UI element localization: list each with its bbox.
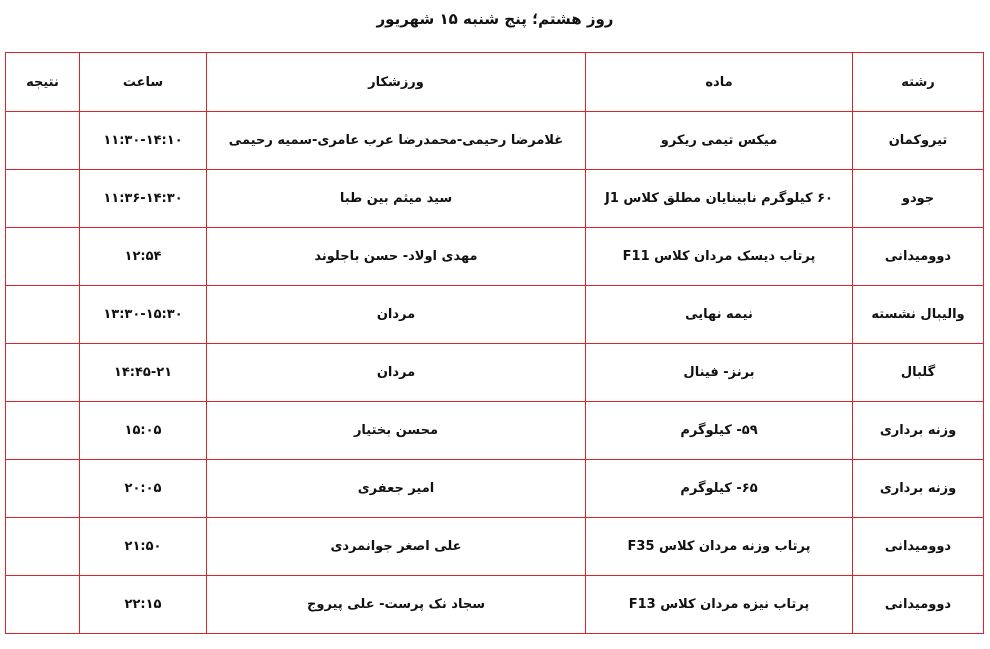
cell-event: برنز- فینال	[586, 344, 853, 402]
cell-time: ۱۳:۳۰-۱۵:۳۰	[80, 286, 207, 344]
cell-event: پرتاب دیسک مردان کلاس F11	[586, 228, 853, 286]
cell-athlete: سجاد نک پرست- علی پیروج	[207, 576, 586, 634]
cell-time: ۱۵:۰۵	[80, 402, 207, 460]
cell-athlete: سید میثم بین طبا	[207, 170, 586, 228]
cell-athlete: علی اصغر جوانمردی	[207, 518, 586, 576]
column-header-time: ساعت	[80, 53, 207, 112]
cell-time: ۲۰:۰۵	[80, 460, 207, 518]
table-row	[6, 228, 984, 286]
schedule-table	[5, 52, 984, 634]
cell-field: دوومیدانی	[853, 228, 984, 286]
cell-event: نیمه نهایی	[586, 286, 853, 344]
column-header-result: نتیجه	[6, 53, 80, 112]
cell-field: گلبال	[853, 344, 984, 402]
cell-time: ۱۱:۳۰-۱۴:۱۰	[80, 112, 207, 170]
cell-event: ۵۹- کیلوگرم	[586, 402, 853, 460]
table-row	[6, 460, 984, 518]
cell-athlete: امیر جعفری	[207, 460, 586, 518]
cell-time: ۱۲:۵۴	[80, 228, 207, 286]
cell-athlete: مردان	[207, 344, 586, 402]
cell-result	[6, 460, 80, 518]
cell-result	[6, 228, 80, 286]
table-row	[6, 170, 984, 228]
column-header-event: ماده	[586, 53, 853, 112]
cell-athlete: مردان	[207, 286, 586, 344]
cell-field: وزنه برداری	[853, 460, 984, 518]
cell-result	[6, 518, 80, 576]
cell-result	[6, 170, 80, 228]
cell-time: ۲۲:۱۵	[80, 576, 207, 634]
cell-field: جودو	[853, 170, 984, 228]
cell-event: میکس تیمی ریکرو	[586, 112, 853, 170]
cell-result	[6, 286, 80, 344]
cell-result	[6, 576, 80, 634]
cell-field: دوومیدانی	[853, 518, 984, 576]
cell-event: پرتاب وزنه مردان کلاس F35	[586, 518, 853, 576]
table-row	[6, 576, 984, 634]
table-row	[6, 112, 984, 170]
cell-time: ۱۴:۴۵-۲۱	[80, 344, 207, 402]
cell-athlete: مهدی اولاد- حسن باجلوند	[207, 228, 586, 286]
cell-result	[6, 344, 80, 402]
cell-field: تیروکمان	[853, 112, 984, 170]
cell-time: ۲۱:۵۰	[80, 518, 207, 576]
table-row	[6, 518, 984, 576]
cell-event: پرتاب نیزه مردان کلاس F13	[586, 576, 853, 634]
cell-field: والیبال نشسته	[853, 286, 984, 344]
cell-field: دوومیدانی	[853, 576, 984, 634]
cell-event: ۶۵- کیلوگرم	[586, 460, 853, 518]
table-row	[6, 286, 984, 344]
cell-event: ۶۰ کیلوگرم نابینایان مطلق کلاس J1	[586, 170, 853, 228]
cell-field: وزنه برداری	[853, 402, 984, 460]
cell-time: ۱۱:۳۶-۱۴:۳۰	[80, 170, 207, 228]
cell-athlete: غلامرضا رحیمی-محمدرضا عرب عامری-سمیه رحیمی	[207, 112, 586, 170]
page-title: روز هشتم؛ پنج شنبه ۱۵ شهریور	[376, 10, 614, 28]
column-header-field: رشته	[853, 53, 984, 112]
cell-athlete: محسن بختیار	[207, 402, 586, 460]
table-row	[6, 344, 984, 402]
table-header-row	[6, 53, 984, 112]
cell-result	[6, 112, 80, 170]
cell-result	[6, 402, 80, 460]
column-header-athlete: ورزشکار	[207, 53, 586, 112]
table-row	[6, 402, 984, 460]
